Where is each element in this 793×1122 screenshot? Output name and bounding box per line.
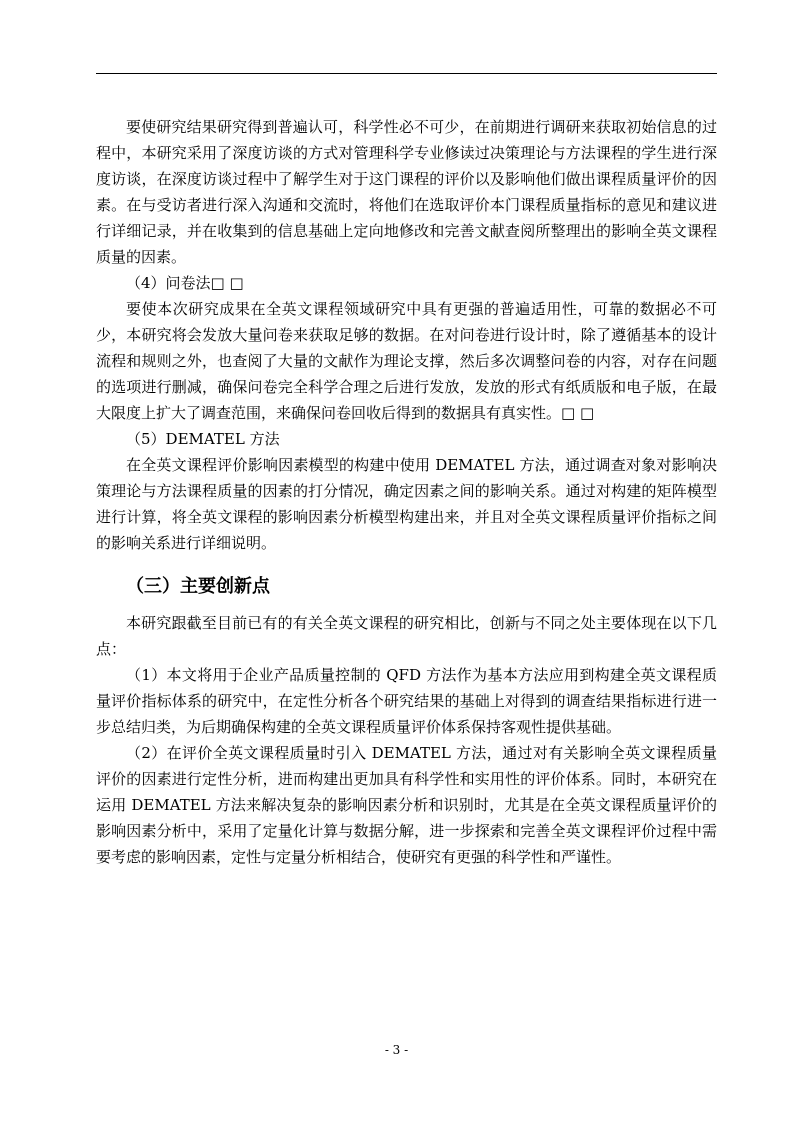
paragraph-innovation-point-1: （1）本文将用于企业产品质量控制的 QFD 方法作为基本方法应用到构建全英文课程质量评价指标体系的研究中，在定性分析各个研究结果的基础上对得到的调查结果指标进行进一步总结归类，为后期确保构建的全英文课程质量评价体系保持客观性提供基础。 bbox=[96, 666, 717, 736]
paragraph-questionnaire-method: 要使本次研究成果在全英文课程领域研究中具有更强的普遍适用性，可靠的数据必不可少，本研究将会发放大量问卷来获取足够的数据。在对问卷进行设计时，除了遵循基本的设计流程和规则之外，也查阅了大量的文献作为理论支撑，然后多次调整问卷的内容，对存在问题的选项进行删减，确保问卷完全科学合理之后进行发放，发放的形式有纸质版和电子版，在最大限度上扩大了调查范围，来确保问卷回收后得到的数据具有真实性。□ □ bbox=[96, 300, 717, 422]
header-rule bbox=[96, 73, 717, 74]
page-body bbox=[96, 114, 717, 870]
section-heading-innovation: （三）主要创新点 bbox=[126, 576, 270, 597]
method-5-heading: （5）DEMATEL 方法 bbox=[126, 430, 280, 448]
method-4-heading: （4）问卷法□ □ bbox=[126, 274, 244, 292]
paragraph-interview-method: 要使研究结果研究得到普遍认可，科学性必不可少，在前期进行调研来获取初始信息的过程中，本研究采用了深度访谈的方式对管理科学专业修读过决策理论与方法课程的学生进行深度访谈，在深度访谈过程中了解学生对于这门课程的评价以及影响他们做出课程质量评价的因素。在与受访者进行深入沟通和交流时，将他们在选取评价本门课程质量指标的意见和建议进行详细记录，并在收集到的信息基础上定向地修改和完善文献查阅所整理出的影响全英文课程质量的因素。 bbox=[96, 118, 717, 266]
page-number: - 3 - bbox=[384, 1043, 409, 1057]
paragraph-dematel-method: 在全英文课程评价影响因素模型的构建中使用 DEMATEL 方法，通过调查对象对影响决策理论与方法课程质量的因素的打分情况，确定因素之间的影响关系。通过对构建的矩阵模型进行计算，将全英文课程的影响因素分析模型构建出来，并且对全英文课程质量评价指标之间的影响关系进行详细说明。 bbox=[96, 456, 717, 552]
paragraph-innovation-intro: 本研究跟截至目前已有的有关全英文课程的研究相比，创新与不同之处主要体现在以下几点： bbox=[96, 614, 717, 658]
paragraph-innovation-point-2: （2）在评价全英文课程质量时引入 DEMATEL 方法，通过对有关影响全英文课程质量评价的因素进行定性分析，进而构建出更加具有科学性和实用性的评价体系。同时，本研究在运用 DEMATEL 方法来解决复杂的影响因素分析和识别时，尤其是在全英文课程质量评价的影响因素分析中，采用了定量化计算与数据分解，进一步探索和完善全英文课程评价过程中需要考虑的影响因素，定性与定量分析相结合，使研究有更强的科学性和严谨性。 bbox=[96, 744, 717, 866]
